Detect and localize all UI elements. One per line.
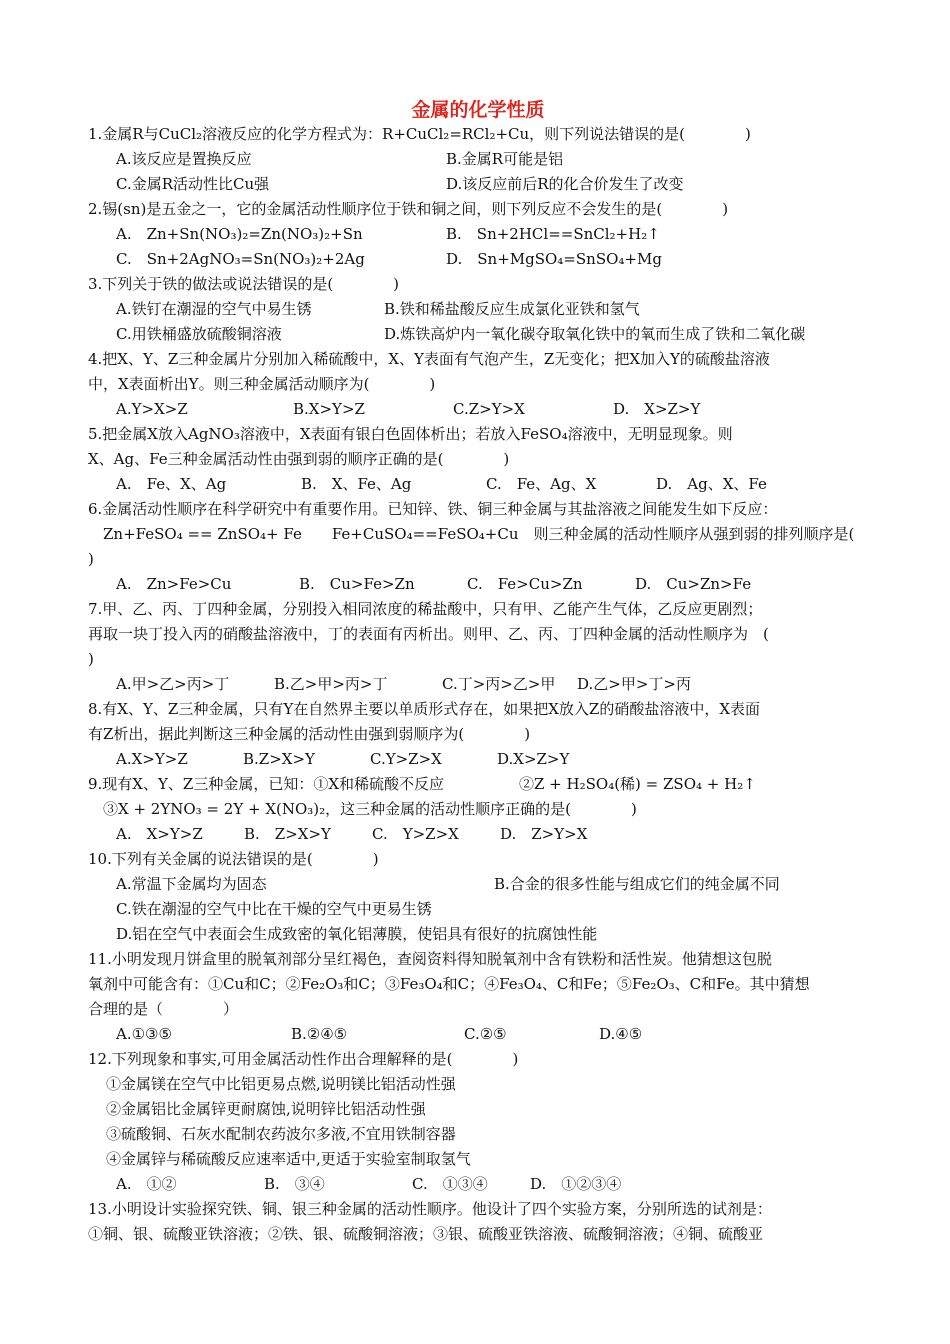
question-stem: 有Z析出，据此判断这三种金属的活动性由强到弱顺序为( )	[88, 725, 531, 743]
option-c: C.②⑤	[464, 1025, 507, 1043]
option-a: A.X>Y>Z	[116, 750, 188, 768]
question-stem: 6.金属活动性顺序在科学研究中有重要作用。已知锌、铁、铜三种金属与其盐溶液之间能发生如下反应：	[88, 500, 778, 518]
options-row	[88, 572, 868, 597]
options-row	[88, 872, 868, 897]
question-stem: X、Ag、Fe三种金属活动性由强到弱的顺序正确的是( )	[88, 450, 510, 468]
question-1	[88, 122, 868, 197]
question-8	[88, 697, 868, 772]
question-stem: 4.把X、Y、Z三种金属片分别加入稀硫酸中，X、Y表面有气泡产生，Z无变化；把X加入Y的硫酸盐溶液	[88, 350, 770, 368]
option-a: A.甲>乙>丙>丁	[116, 675, 230, 693]
option-d: D. Cu>Zn>Fe	[635, 575, 752, 593]
option-c: C. Sn+2AgNO₃=Sn(NO₃)₂+2Ag	[116, 250, 365, 268]
question-10	[88, 847, 868, 947]
question-stem: 7.甲、乙、丙、丁四种金属，分别投入相同浓度的稀盐酸中，只有甲、乙能产生气体，乙反应更剧烈；	[88, 600, 763, 618]
option-d: D.炼铁高炉内一氧化碳夺取氧化铁中的氧而生成了铁和二氧化碳	[384, 325, 806, 343]
question-stem: 中，X表面析出Y。则三种金属活动顺序为( )	[88, 375, 436, 393]
option-a: A.Y>X>Z	[116, 400, 188, 418]
question-stem: )	[88, 550, 94, 568]
question-13	[88, 1197, 868, 1247]
question-stem: 13.小明设计实验探究铁、铜、银三种金属的活动性顺序。他设计了四个实验方案，分别所选的试剂是：	[88, 1200, 772, 1218]
question-stem: 氧剂中可能含有：①Cu和C；②Fe₂O₃和C；③Fe₃O₄和C；④Fe₃O₄、C和Fe；⑤Fe₂O₃、C和Fe。其中猜想	[88, 975, 810, 993]
question-stem: 5.把金属X放入AgNO₃溶液中，X表面有银白色固体析出；若放入FeSO₄溶液中，无明显现象。则	[88, 425, 733, 443]
option-b: B. X、Fe、Ag	[301, 475, 412, 493]
options-row	[88, 1172, 868, 1197]
option-a: A. X>Y>Z	[116, 825, 203, 843]
option-a: A.①③⑤	[116, 1025, 172, 1043]
option-d: D.④⑤	[599, 1025, 643, 1043]
option-c: C. Fe>Cu>Zn	[467, 575, 583, 593]
statement-item: ②金属铝比金属锌更耐腐蚀,说明锌比铝活动性强	[106, 1100, 426, 1118]
option-d: D.该反应前后R的化合价发生了改变	[446, 175, 684, 193]
option-b: B.铁和稀盐酸反应生成氯化亚铁和氢气	[384, 300, 640, 318]
question-stem: 再取一块丁投入丙的硝酸盐溶液中，丁的表面有丙析出。则甲、乙、丙、丁四种金属的活动性顺序为 (	[88, 625, 769, 643]
option-d: D. Z>Y>X	[500, 825, 588, 843]
question-stem: 10.下列有关金属的说法错误的是( )	[88, 850, 379, 868]
options-row	[88, 1022, 868, 1047]
option-c: C.金属R活动性比Cu强	[116, 175, 270, 193]
statement-item: ③硫酸铜、石灰水配制农药波尔多液,不宜用铁制容器	[106, 1125, 456, 1143]
option-a: A. Zn>Fe>Cu	[116, 575, 232, 593]
option-b: B.合金的很多性能与组成它们的纯金属不同	[494, 875, 780, 893]
option-a: A.该反应是置换反应	[116, 150, 252, 168]
option-c: C. ①③④	[412, 1175, 488, 1193]
question-stem: 12.下列现象和事实,可用金属活动性作出合理解释的是( )	[88, 1050, 519, 1068]
question-9	[88, 772, 868, 847]
question-stem: 2.锡(sn)是五金之一，它的金属活动性顺序位于铁和铜之间，则下列反应不会发生的是( )	[88, 200, 729, 218]
question-11	[88, 947, 868, 1047]
question-stem: 11.小明发现月饼盒里的脱氧剂部分呈红褐色，查阅资料得知脱氧剂中含有铁粉和活性炭。他猜想这包脱	[88, 950, 772, 968]
question-stem: )	[88, 650, 94, 668]
worksheet-page	[88, 98, 868, 1247]
option-c: C.用铁桶盛放硫酸铜溶液	[116, 325, 282, 343]
question-12	[88, 1047, 868, 1197]
question-7	[88, 597, 868, 697]
options-row	[88, 672, 868, 697]
options-row	[88, 747, 868, 772]
option-a: A. Fe、X、Ag	[116, 475, 227, 493]
option-b: B. Cu>Fe>Zn	[299, 575, 415, 593]
option-d: D. ①②③④	[530, 1175, 622, 1193]
option-d: D. Ag、X、Fe	[656, 475, 767, 493]
option-b: B.乙>甲>丙>丁	[274, 675, 388, 693]
question-3	[88, 272, 868, 347]
question-stem: 8.有X、Y、Z三种金属，只有Y在自然界主要以单质形式存在，如果把X放入Z的硝酸盐溶液中，X表面	[88, 700, 761, 718]
options-row	[88, 397, 868, 422]
options-row	[88, 147, 868, 172]
option-a: A. Zn+Sn(NO₃)₂=Zn(NO₃)₂+Sn	[116, 225, 363, 243]
options-row	[88, 222, 868, 247]
option-d: D.乙>甲>丁>丙	[577, 675, 691, 693]
options-row	[88, 472, 868, 497]
option-b: B.X>Y>Z	[293, 400, 365, 418]
question-4	[88, 347, 868, 422]
option-d: D. X>Z>Y	[613, 400, 701, 418]
option-c: C.铁在潮湿的空气中比在干燥的空气中更易生锈	[116, 900, 432, 918]
option-a: A. ①②	[116, 1175, 177, 1193]
option-b: B. Z>X>Y	[244, 825, 331, 843]
option-a: A.常温下金属均为固态	[116, 875, 267, 893]
option-c: C. Y>Z>X	[372, 825, 459, 843]
question-6	[88, 497, 868, 597]
question-stem: 合理的是（ ）	[88, 1000, 239, 1018]
option-c: C.Y>Z>X	[370, 750, 442, 768]
statement-item: ④金属锌与稀硫酸反应速率适中,更适于实验室制取氢气	[106, 1150, 471, 1168]
option-d: D.铝在空气中表面会生成致密的氧化铝薄膜，使铝具有很好的抗腐蚀性能	[116, 925, 598, 943]
options-row	[88, 297, 868, 322]
option-b: B. ③④	[264, 1175, 325, 1193]
option-d: D.X>Z>Y	[497, 750, 570, 768]
question-2	[88, 197, 868, 272]
option-d: D. Sn+MgSO₄=SnSO₄+Mg	[446, 250, 662, 268]
question-stem: ③X + 2YNO₃ = 2Y + X(NO₃)₂，这三种金属的活动性顺序正确的是( )	[88, 800, 637, 818]
question-stem: 1.金属R与CuCl₂溶液反应的化学方程式为：R+CuCl₂=RCl₂+Cu，则下列说法错误的是( )	[88, 125, 751, 143]
option-c: C. Fe、Ag、X	[486, 475, 597, 493]
option-b: B.金属R可能是铝	[446, 150, 564, 168]
page-title: 金属的化学性质	[411, 99, 545, 121]
option-a: A.铁钉在潮湿的空气中易生锈	[116, 300, 312, 318]
option-b: B. Sn+2HCl==SnCl₂+H₂↑	[446, 225, 660, 243]
options-row	[88, 247, 868, 272]
question-stem: Zn+FeSO₄ == ZnSO₄+ Fe Fe+CuSO₄==FeSO₄+Cu 则三种金属的活动性顺序从强到弱的排列顺序是(	[88, 525, 855, 543]
question-stem: 3.下列关于铁的做法或说法错误的是( )	[88, 275, 400, 293]
option-c: C.Z>Y>X	[453, 400, 525, 418]
question-stem: ①铜、银、硫酸亚铁溶液；②铁、银、硫酸铜溶液；③银、硫酸亚铁溶液、硫酸铜溶液；④铜、硫酸亚	[88, 1225, 764, 1243]
options-row	[88, 322, 868, 347]
question-stem: 9.现有X、Y、Z三种金属，已知：①X和稀硫酸不反应 ②Z + H₂SO₄(稀) = ZSO₄ + H₂↑	[88, 775, 756, 793]
option-b: B.②④⑤	[291, 1025, 348, 1043]
statement-item: ①金属镁在空气中比铝更易点燃,说明镁比铝活动性强	[106, 1075, 456, 1093]
options-row	[88, 172, 868, 197]
option-b: B.Z>X>Y	[243, 750, 315, 768]
question-5	[88, 422, 868, 497]
options-row	[88, 822, 868, 847]
option-c: C.丁>丙>乙>甲	[442, 675, 556, 693]
